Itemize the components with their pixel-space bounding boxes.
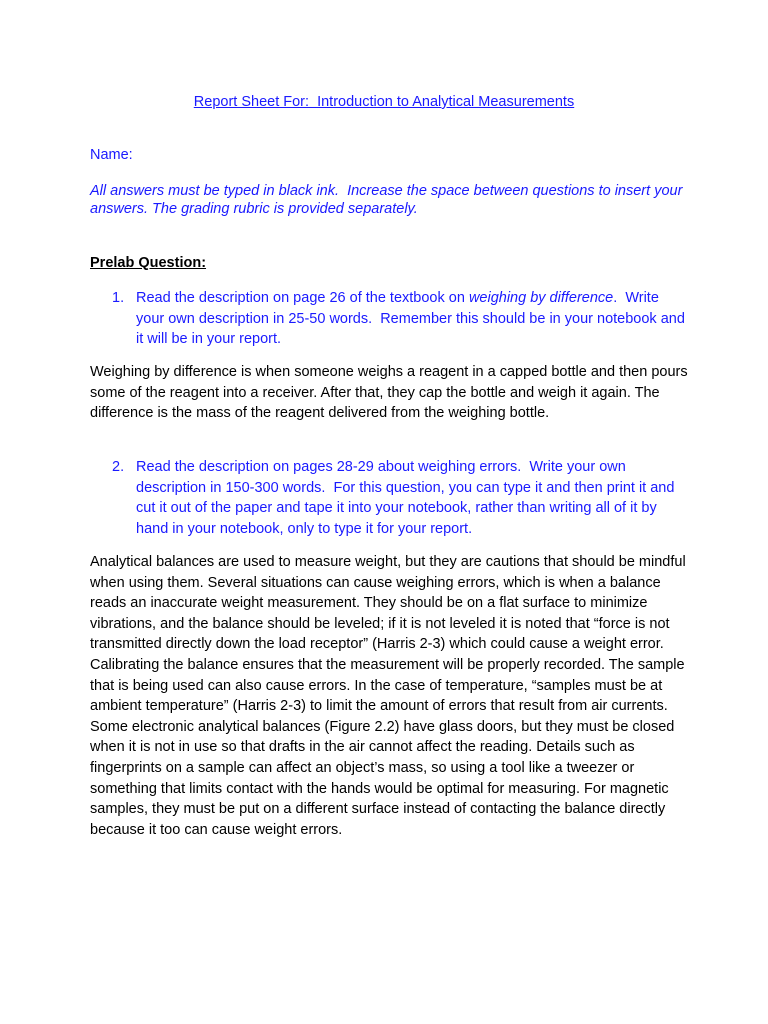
name-label: Name: — [90, 147, 133, 163]
document-title: Report Sheet For: Introduction to Analytical Measurements — [193, 94, 575, 110]
question-text-part: Read the description on page 26 of the textbook on — [136, 290, 469, 306]
question-emphasis: weighing by difference — [468, 290, 614, 306]
question-text: Read the description on pages 28-29 about weighing errors. Write your own description in 150-300 words. For this question, you can type it and then print it and cut it out of the paper and tape it into your notebook, rather than writing all of it by hand in your notebook, only to type it for your report. — [136, 459, 679, 537]
question-text — [136, 288, 689, 350]
answer-2: Analytical balances are used to measure weight, but they are cautions that should be mindful when using them. Several situations can cause weighing errors, which is when a balance reads an inaccurate weight measurement. They should be on a flat surface to minimize vibrations, and the balance should be leveled; if it is not leveled it is noted that “force is not transmitted directly down the load receptor” (Harris 2-3) which could cause a weight error. Calibrating the balance ensures that the measurement will be properly recorded. The sample that is being used can also cause errors. In the case of temperature, “samples must be at ambient temperature” (Harris 2-3) to limit the amount of errors that result from air currents. Some electronic analytical balances (Figure 2.2) have glass doors, but they must be closed when it is not in use so that drafts in the air cannot affect the reading. Details such as fingerprints on a sample can affect an object’s mass, so using a tool like a tweezer or something that limits contact with the hands would be optimal for measuring. For magnetic samples, they must be put on a different surface instead of contacting the balance directly because it too can cause weight errors. — [90, 554, 686, 838]
section-heading: Prelab Question: — [90, 255, 207, 271]
question-text-part: . Write your own description in 25-50 words. Remember this should be in your notebook and it will be in your report. — [136, 290, 689, 348]
answer-1: Weighing by difference is when someone weighs a reagent in a capped bottle and then pours some of the reagent into a receiver. After that, they cap the bottle and weigh it again. The difference is the mass of the reagent delivered from the weighing bottle. — [90, 364, 688, 422]
instructions-text: All answers must be typed in black ink. Increase the space between questions to insert your answers. The grading rubric is provided separately. — [90, 183, 687, 217]
question-number: 1. — [112, 290, 125, 306]
question-number: 2. — [112, 459, 125, 475]
